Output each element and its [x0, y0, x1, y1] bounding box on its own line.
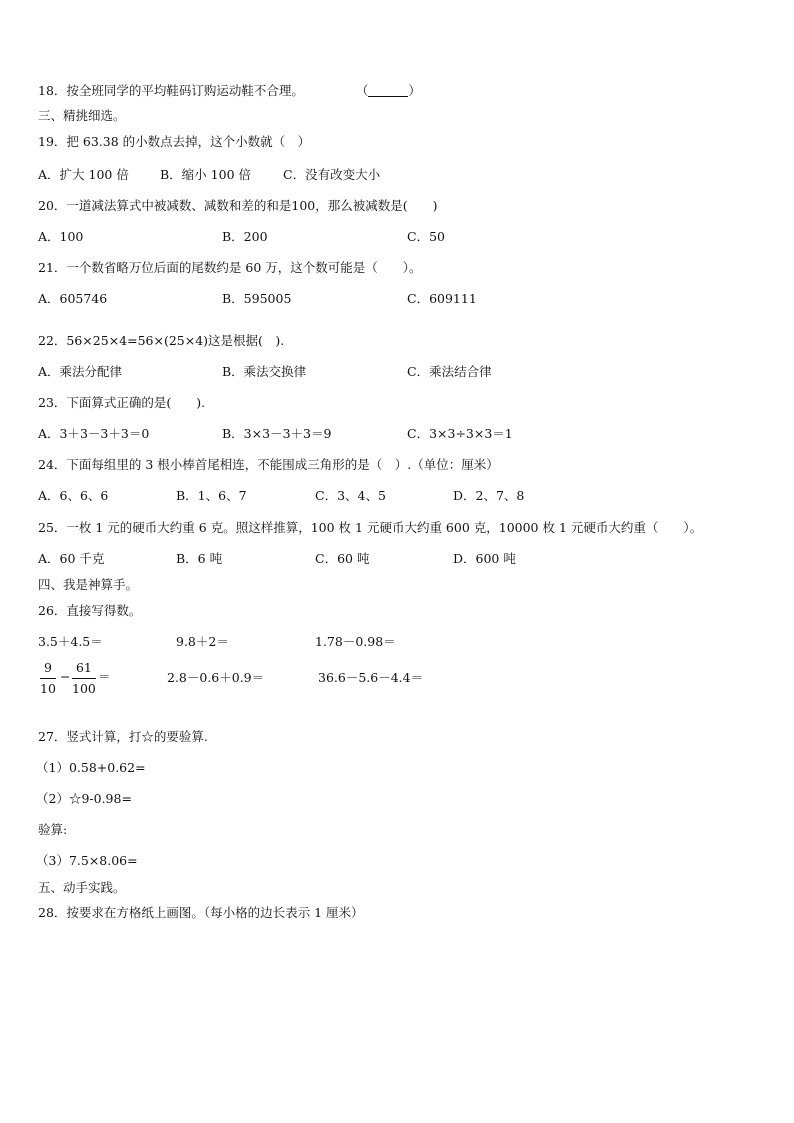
option-b[interactable]: B．缩小 100 倍: [160, 167, 251, 182]
verification-label: 验算:: [38, 822, 68, 837]
option-a[interactable]: A．乘法分配律: [38, 364, 123, 379]
fraction-bar: [40, 678, 56, 679]
minus-sign: −: [60, 669, 71, 684]
paren-left: （: [355, 83, 369, 98]
option-a[interactable]: A．605746: [38, 291, 108, 306]
answer-blank[interactable]: [368, 84, 408, 97]
option-a[interactable]: A．3＋3－3＋3＝0: [38, 426, 150, 441]
option-a[interactable]: A．扩大 100 倍: [38, 167, 129, 182]
option-a[interactable]: A．100: [38, 229, 84, 244]
question-25: 25．一枚 1 元的硬币大约重 6 克。照这样推算，100 枚 1 元硬币大约重 600 克，10000 枚 1 元硬币大约重（ ）。: [38, 520, 703, 535]
calc-item: （1）0.58+0.62=: [36, 760, 146, 775]
fraction-9-10: [40, 660, 56, 697]
question-21: 21．一个数省略万位后面的尾数约是 60 万，这个数可能是（ ）。: [38, 260, 422, 275]
question-26: 26．直接写得数。: [38, 603, 142, 618]
option-c[interactable]: C．乘法结合律: [407, 364, 492, 379]
question-24: 24．下面每组里的 3 根小棒首尾相连，不能围成三角形的是（ ）.（单位：厘米）: [38, 457, 499, 472]
option-c[interactable]: C．没有改变大小: [283, 167, 381, 182]
calc-item: 3.5＋4.5＝: [38, 634, 103, 649]
paren-right: ）: [408, 83, 421, 98]
section-heading-5: 五、动手实践。: [38, 880, 126, 895]
calc-item: （2）☆9-0.98=: [36, 791, 132, 806]
option-c[interactable]: C．3、4、5: [315, 488, 386, 503]
option-a[interactable]: A．60 千克: [38, 551, 105, 566]
question-19: 19．把 63.38 的小数点去掉，这个小数就（ ）: [38, 134, 311, 149]
calc-item: （3）7.5×8.06=: [36, 853, 138, 868]
option-c[interactable]: C．50: [407, 229, 445, 244]
equals-sign: ＝: [98, 669, 111, 684]
calc-item: 1.78－0.98＝: [315, 634, 396, 649]
option-b[interactable]: B．乘法交换律: [222, 364, 307, 379]
option-b[interactable]: B．3×3－3＋3＝9: [222, 426, 332, 441]
calc-item: 2.8－0.6＋0.9＝: [167, 670, 265, 685]
fraction-61-100: [72, 660, 96, 697]
option-b[interactable]: B．6 吨: [176, 551, 223, 566]
question-20: 20．一道减法算式中被减数、减数和差的和是100，那么被减数是( ): [38, 198, 438, 213]
option-b[interactable]: B．1、6、7: [176, 488, 247, 503]
question-28: 28．按要求在方格纸上画图。（每小格的边长表示 1 厘米）: [38, 905, 364, 920]
question-23: 23．下面算式正确的是( ).: [38, 395, 206, 410]
calc-item: 36.6－5.6－4.4＝: [318, 670, 424, 685]
section-heading-4: 四、我是神算手。: [38, 577, 139, 592]
fraction-numerator: 61: [75, 660, 92, 675]
calc-item: 9.8＋2＝: [176, 634, 229, 649]
option-b[interactable]: B．595005: [222, 291, 292, 306]
section-heading-3: 三、精挑细选。: [38, 108, 126, 123]
option-d[interactable]: D．2、7、8: [453, 488, 525, 503]
option-b[interactable]: B．200: [222, 229, 268, 244]
fraction-numerator: 9: [43, 660, 52, 675]
option-d[interactable]: D．600 吨: [453, 551, 516, 566]
option-c[interactable]: C．60 吨: [315, 551, 370, 566]
fraction-denominator: 100: [72, 681, 96, 696]
option-c[interactable]: C．609111: [407, 291, 477, 306]
option-c[interactable]: C．3×3÷3×3＝1: [407, 426, 513, 441]
question-text: 18．按全班同学的平均鞋码订购运动鞋不合理。: [38, 83, 304, 98]
fraction-denominator: 10: [40, 681, 56, 696]
fraction-bar: [72, 678, 96, 679]
question-27: 27．竖式计算，打☆的要验算.: [38, 729, 208, 744]
question-22: 22．56×25×4=56×(25×4)这是根据( ).: [38, 333, 285, 348]
question-18: [38, 83, 421, 99]
option-a[interactable]: A．6、6、6: [38, 488, 109, 503]
